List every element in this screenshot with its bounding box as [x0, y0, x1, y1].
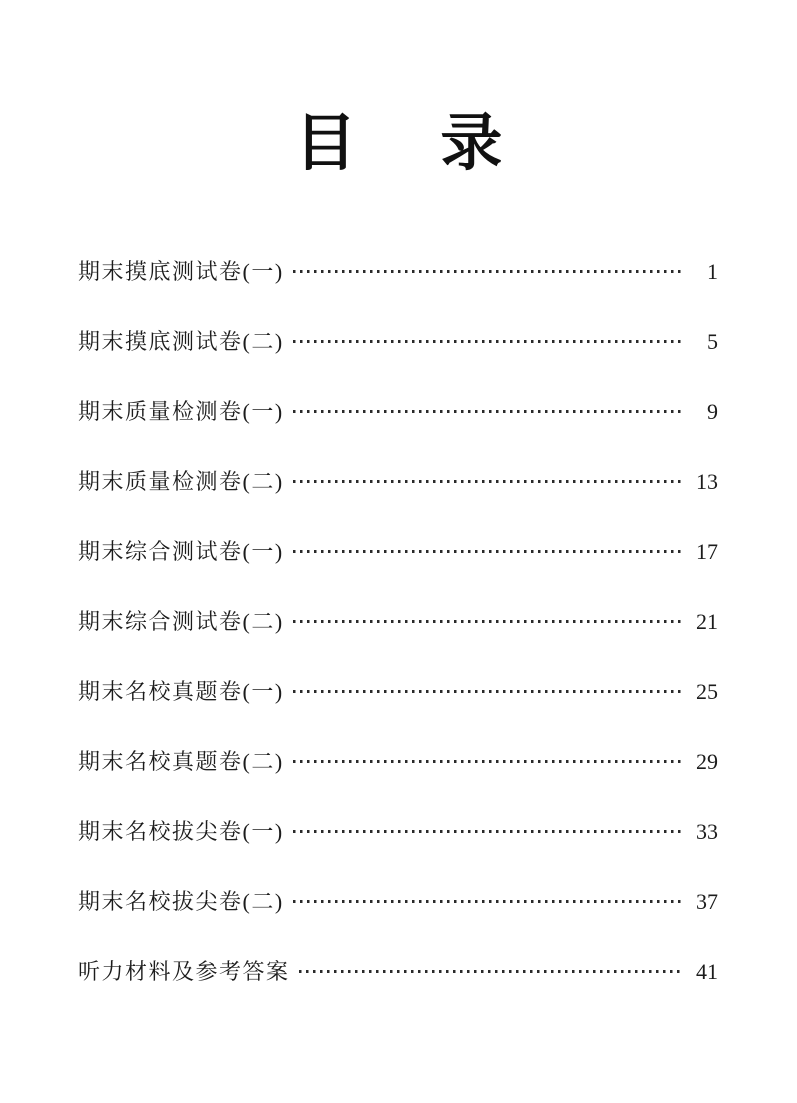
dot-leader — [293, 410, 682, 413]
dot-leader — [293, 900, 682, 903]
dot-leader — [293, 760, 682, 763]
toc-entry — [78, 611, 718, 633]
dot-leader — [293, 270, 682, 273]
toc-entry-page-number: 37 — [696, 889, 718, 915]
toc-entry-label: 期末综合测试卷(一) — [78, 539, 284, 565]
toc-entry — [78, 681, 718, 703]
toc-entry — [78, 261, 718, 283]
toc-entry — [78, 821, 718, 843]
toc-entry-page-number: 21 — [696, 609, 718, 635]
toc-entry-page-number: 1 — [707, 259, 718, 285]
toc-entry-label: 期末质量检测卷(一) — [78, 399, 284, 425]
dot-leader — [293, 620, 682, 623]
dot-leader — [293, 480, 682, 483]
toc-entry-label: 期末名校拔尖卷(一) — [78, 819, 284, 845]
toc-entry-page-number: 5 — [707, 329, 718, 355]
toc-entry-label: 期末名校拔尖卷(二) — [78, 889, 284, 915]
toc-entry-label: 期末摸底测试卷(一) — [78, 259, 284, 285]
toc-entry — [78, 961, 718, 983]
dot-leader — [293, 340, 682, 343]
toc-entry-label: 期末质量检测卷(二) — [78, 469, 284, 495]
toc-entry-page-number: 9 — [707, 399, 718, 425]
toc-entry-page-number: 41 — [696, 959, 718, 985]
dot-leader — [299, 970, 682, 973]
toc-entry-page-number: 25 — [696, 679, 718, 705]
toc-entry — [78, 541, 718, 563]
toc-entry-page-number: 17 — [696, 539, 718, 565]
toc-entry — [78, 891, 718, 913]
toc-entry-label: 听力材料及参考答案 — [78, 959, 290, 985]
dot-leader — [293, 830, 682, 833]
toc-entry-page-number: 13 — [696, 469, 718, 495]
toc-entry — [78, 751, 718, 773]
toc-entry-label: 期末名校真题卷(一) — [78, 679, 284, 705]
toc-list — [0, 177, 797, 1031]
dot-leader — [293, 550, 682, 553]
dot-leader — [293, 690, 682, 693]
toc-entry-label: 期末名校真题卷(二) — [78, 749, 284, 775]
toc-entry-page-number: 29 — [696, 749, 718, 775]
toc-entry — [78, 471, 718, 493]
toc-entry — [78, 331, 718, 353]
toc-entry — [78, 401, 718, 423]
toc-entry-label: 期末综合测试卷(二) — [78, 609, 284, 635]
page-title: 目录 — [294, 110, 587, 178]
toc-entry-label: 期末摸底测试卷(二) — [78, 329, 284, 355]
toc-entry-page-number: 33 — [696, 819, 718, 845]
